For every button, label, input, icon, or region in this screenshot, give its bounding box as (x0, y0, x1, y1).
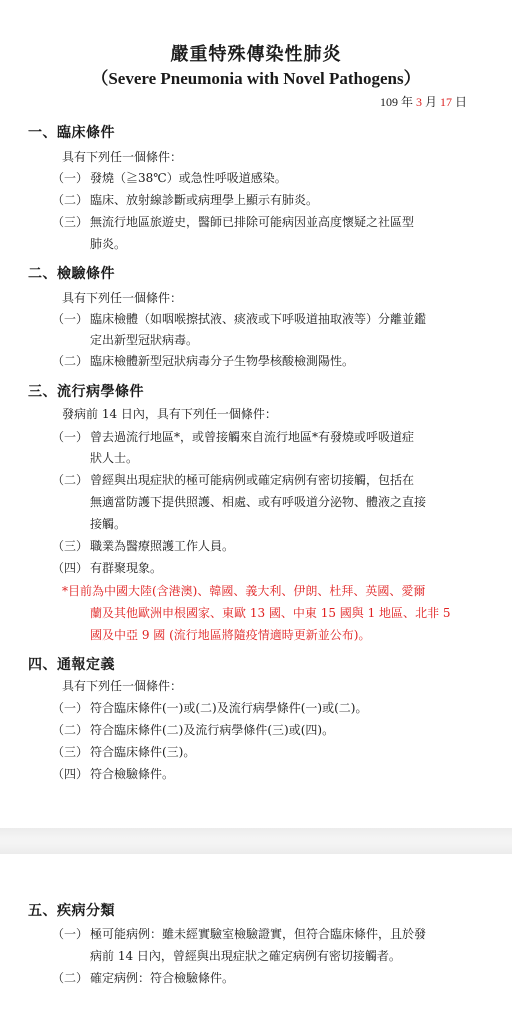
list-item: （二） 臨床、放射線診斷或病理學上顯示有肺炎。 (52, 193, 319, 207)
list-item-continuation: 肺炎。 (90, 237, 127, 251)
list-item-continuation: 定出新型冠狀病毒。 (90, 333, 199, 347)
section-heading-lab: 二、檢驗條件 (28, 266, 115, 282)
list-item-continuation: 狀人士。 (90, 451, 139, 465)
section-intro: 具有下列任一個條件： (62, 150, 183, 164)
epidemic-area-note-continuation: 蘭及其他歐洲申根國家、東歐 13 國、中東 15 國與 1 地區、北非 5 (90, 606, 451, 620)
list-item: （四） 符合檢驗條件。 (52, 767, 175, 781)
section-intro: 具有下列任一個條件： (62, 679, 183, 693)
document-date: 109 年 3 月 17 日 (379, 95, 467, 109)
list-item: （一） 臨床檢體（如咽喉擦拭液、痰液或下呼吸道抽取液等）分離並鑑 (52, 312, 427, 326)
section-heading-clinical: 一、臨床條件 (28, 125, 115, 141)
list-item-continuation: 接觸。 (90, 517, 127, 531)
section-intro: 具有下列任一個條件： (62, 291, 183, 305)
list-item: （一） 曾去過流行地區*，或曾接觸來自流行地區*有發燒或呼吸道症 (52, 430, 415, 444)
page-separator (0, 828, 512, 854)
list-item: （二） 確定病例：符合檢驗條件。 (52, 971, 235, 985)
list-item-continuation: 病前 14 日內，曾經與出現症狀之確定病例有密切接觸者。 (90, 949, 401, 963)
list-item: （二） 臨床檢體新型冠狀病毒分子生物學核酸檢測陽性。 (52, 354, 355, 368)
section-heading-epidemiology: 三、流行病學條件 (28, 384, 144, 400)
list-item: （四） 有群聚現象。 (52, 561, 163, 575)
section-heading-classification: 五、疾病分類 (28, 903, 115, 919)
list-item: （一） 極可能病例：雖未經實驗室檢驗證實，但符合臨床條件，且於發 (52, 927, 427, 941)
epidemic-area-note: *目前為中國大陸(含港澳)、韓國、義大利、伊朗、杜拜、英國、愛爾 (62, 584, 426, 598)
list-item: （一） 發燒（≧38℃）或急性呼吸道感染。 (52, 171, 287, 185)
list-item: （三） 符合臨床條件(三)。 (52, 745, 196, 759)
section-heading-reporting: 四、通報定義 (28, 657, 115, 673)
list-item: （三） 職業為醫療照護工作人員。 (52, 539, 235, 553)
document-subtitle: （Severe Pneumonia with Novel Pathogens） (91, 69, 421, 88)
section-intro: 發病前 14 日內，具有下列任一個條件： (62, 407, 277, 421)
epidemic-area-note-continuation: 國及中亞 9 國 (流行地區將隨疫情適時更新並公布)。 (90, 628, 371, 642)
list-item: （一） 符合臨床條件(一)或(二)及流行病學條件(一)或(二)。 (52, 701, 368, 715)
document-title: 嚴重特殊傳染性肺炎 (170, 44, 342, 65)
list-item-continuation: 無適當防護下提供照護、相處、或有呼吸道分泌物、體液之直接 (90, 495, 427, 509)
list-item: （三） 無流行地區旅遊史，醫師已排除可能病因並高度懷疑之社區型 (52, 215, 415, 229)
list-item: （二） 曾經與出現症狀的極可能病例或確定病例有密切接觸，包括在 (52, 473, 415, 487)
list-item: （二） 符合臨床條件(二)及流行病學條件(三)或(四)。 (52, 723, 335, 737)
